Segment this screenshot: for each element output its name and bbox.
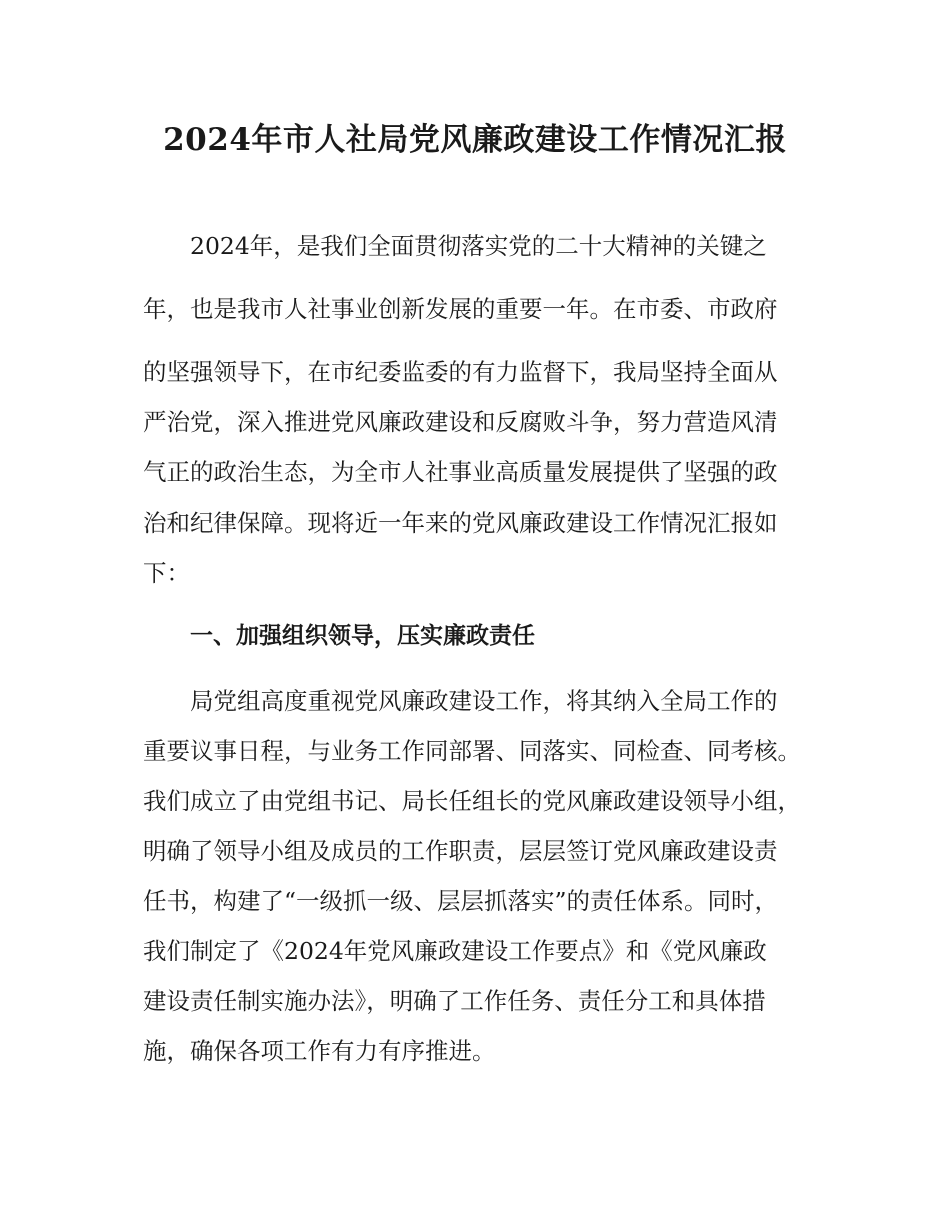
intro-line: 的坚强领导下，在市纪委监委的有力监督下，我局坚持全面从	[143, 358, 778, 386]
intro-line: 年，也是我市人社事业创新发展的重要一年。在市委、市政府	[143, 295, 778, 323]
section-line: 重要议事日程，与业务工作同部署、同落实、同检查、同考核。	[143, 737, 801, 765]
section-line: 建设责任制实施办法》，明确了工作任务、责任分工和具体措	[143, 987, 766, 1015]
section-line: 我们制定了《2024年党风廉政建设工作要点》和《党风廉政	[143, 937, 767, 965]
intro-line: 治和纪律保障。现将近一年来的党风廉政建设工作情况汇报如	[143, 509, 778, 537]
section-line: 任书，构建了“一级抓一级、层层抓落实”的责任体系。同时，	[143, 887, 779, 915]
section-line: 施，确保各项工作有力有序推进。	[143, 1037, 496, 1065]
section-heading: 一、加强组织领导，压实廉政责任	[190, 623, 535, 649]
section-line: 局党组高度重视党风廉政建设工作，将其纳入全局工作的	[190, 687, 778, 715]
intro-line: 气正的政治生态，为全市人社事业高质量发展提供了坚强的政	[143, 458, 778, 486]
intro-line: 严治党，深入推进党风廉政建设和反腐败斗争，努力营造风清	[143, 408, 778, 436]
intro-line: 2024年，是我们全面贯彻落实党的二十大精神的关键之	[190, 232, 767, 260]
section-line: 我们成立了由党组书记、局长任组长的党风廉政建设领导小组，	[143, 787, 801, 815]
intro-line: 下：	[143, 559, 190, 587]
section-line: 明确了领导小组及成员的工作职责，层层签订党风廉政建设责	[143, 837, 778, 865]
document-title: 2024年市人社局党风廉政建设工作情况汇报	[163, 122, 787, 158]
